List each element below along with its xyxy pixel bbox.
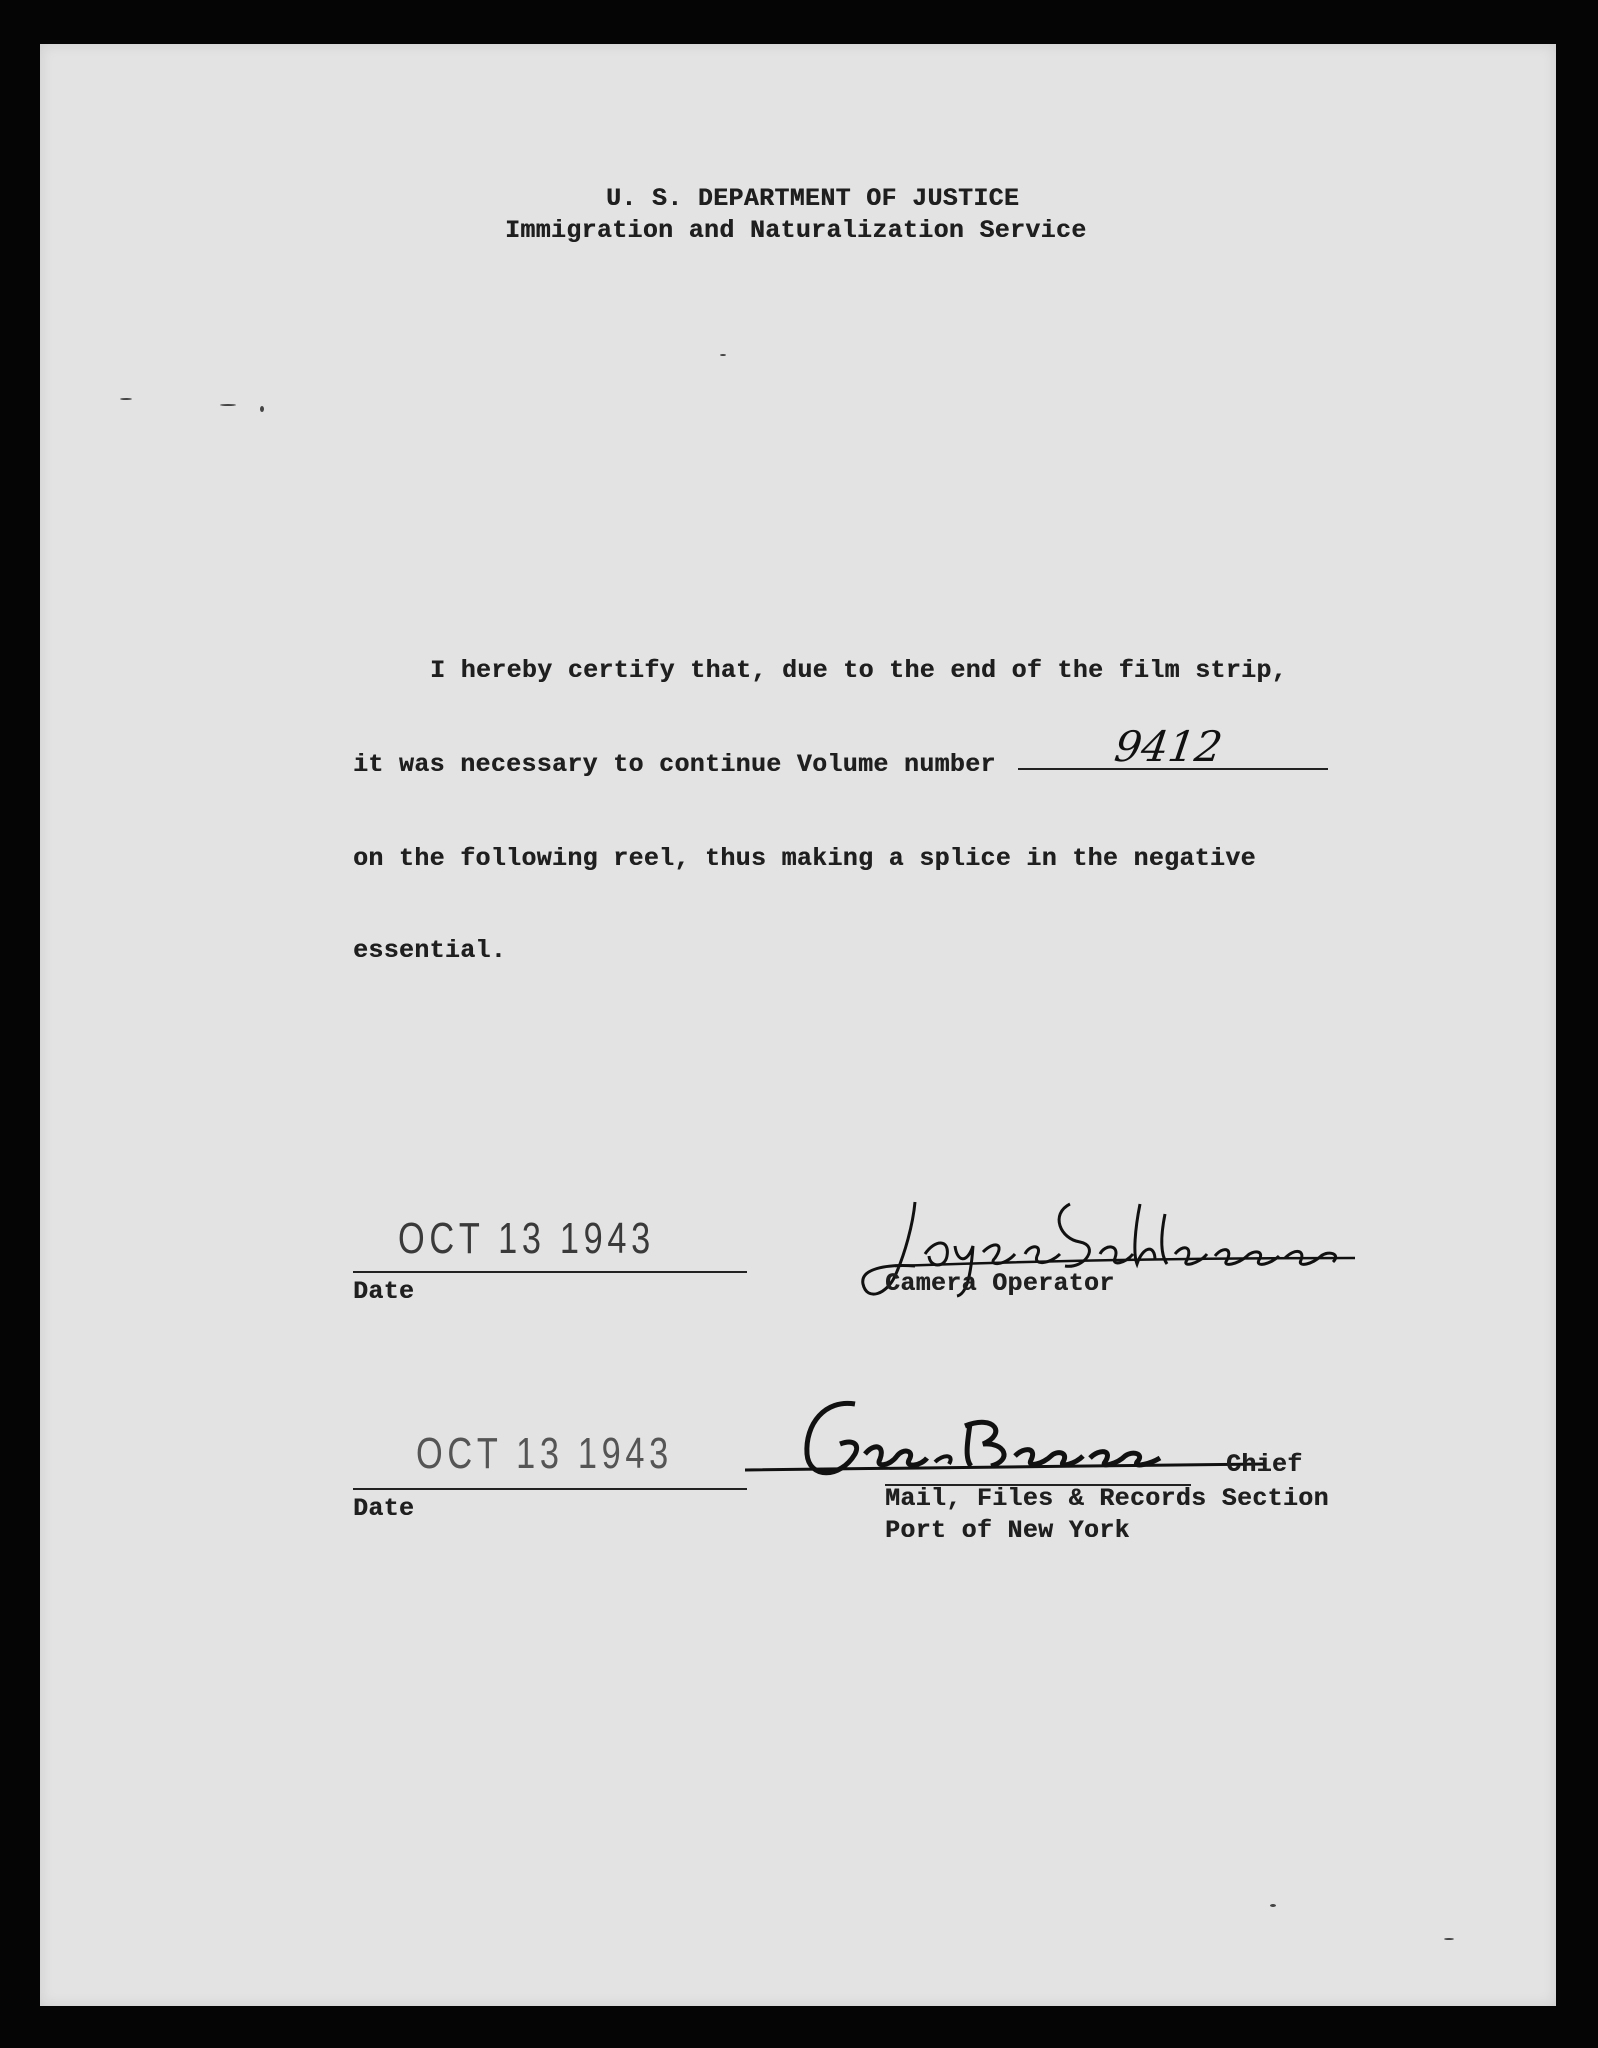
- certification-line-3: on the following reel, thus making a splice in the negative: [353, 844, 1256, 873]
- scan-speck: [120, 398, 132, 400]
- scan-speck: [220, 404, 236, 406]
- scan-speck: [1270, 1904, 1276, 1907]
- volume-number-handwritten: 9412: [1111, 722, 1226, 771]
- camera-operator-label: Camera Operator: [885, 1269, 1115, 1298]
- date-rule-2: [353, 1488, 747, 1490]
- date-rule-1: [353, 1271, 747, 1273]
- document-page: [40, 44, 1556, 2006]
- certification-line-1: I hereby certify that, due to the end of the film strip,: [430, 656, 1287, 685]
- date-label-1: Date: [353, 1277, 415, 1306]
- date-label-2: Date: [353, 1494, 415, 1523]
- date-stamp-2: OCT 13 1943: [416, 1429, 673, 1478]
- date-stamp-1: OCT 13 1943: [398, 1214, 655, 1263]
- header-department: U. S. DEPARTMENT OF JUSTICE: [606, 184, 1020, 213]
- chief-port-line: Port of New York: [885, 1516, 1130, 1545]
- scan-speck: [260, 406, 264, 412]
- chief-section-line: Mail, Files & Records Section: [885, 1484, 1329, 1513]
- certification-line-2: it was necessary to continue Volume number: [353, 750, 996, 779]
- chief-title: Chief: [1226, 1450, 1303, 1479]
- scan-speck: [1444, 1938, 1454, 1940]
- certification-line-4: essential.: [353, 936, 507, 965]
- scan-speck: [720, 354, 726, 356]
- header-service: Immigration and Naturalization Service: [505, 216, 1087, 245]
